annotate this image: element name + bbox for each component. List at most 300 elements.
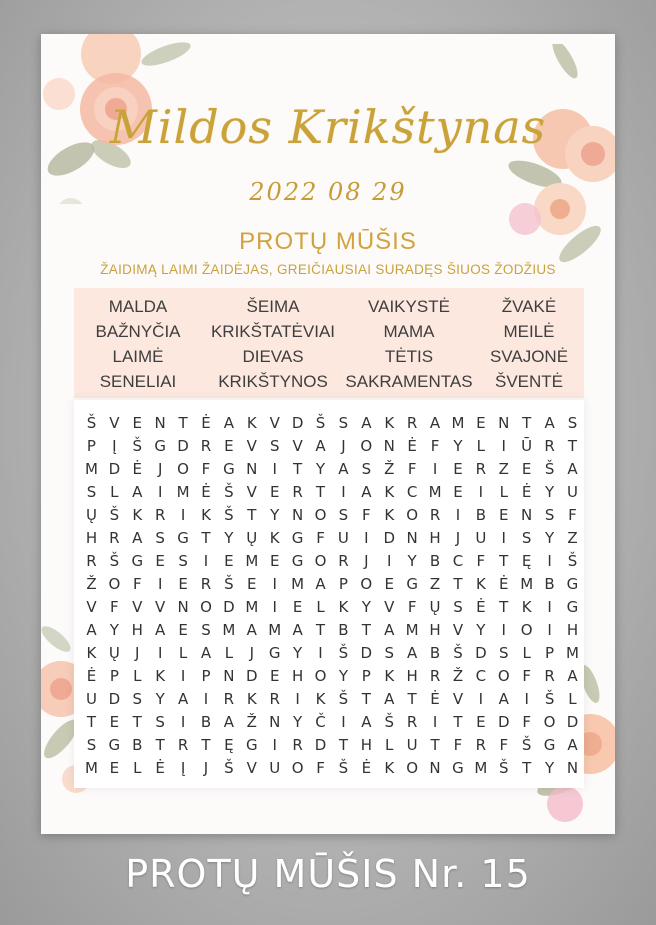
grid-letter: K	[384, 506, 395, 524]
grid-letter: U	[566, 483, 578, 501]
grid-letter: V	[452, 690, 464, 708]
grid-letter: N	[406, 529, 418, 547]
grid-letter: H	[406, 667, 418, 685]
grid-letter: T	[499, 598, 509, 616]
grid-letter: F	[407, 460, 417, 478]
grid-letter: Š	[315, 414, 326, 432]
grid-letter: J	[364, 552, 369, 570]
grid-letter: K	[246, 414, 257, 432]
grid-letter: F	[568, 506, 577, 524]
grid-letter: R	[269, 690, 280, 708]
grid-letter: M	[474, 759, 488, 777]
grid-letter: K	[269, 529, 280, 547]
grid-letter: R	[338, 552, 349, 570]
grid-letter: T	[201, 529, 211, 547]
grid-letter: E	[224, 437, 234, 455]
grid-letter: I	[295, 690, 300, 708]
grid-letter: B	[544, 575, 555, 593]
word-list-item: SENELIAI	[99, 372, 177, 391]
word-list-item: ŽVAKĖ	[501, 297, 557, 316]
grid-letter: S	[521, 529, 532, 547]
puzzle-instructions: ŽAIDIMĄ LAIMI ŽAIDĖJAS, GREIČIAUSIAI SURADĘS ŠIUOS ŽODŽIUS	[100, 262, 556, 277]
word-list-item: TĖTIS	[384, 347, 434, 366]
grid-letter: Ė	[201, 483, 211, 501]
grid-letter: S	[384, 644, 394, 662]
grid-letter: O	[406, 506, 419, 524]
grid-letter: K	[201, 506, 211, 524]
grid-letter: M	[520, 575, 534, 593]
grid-letter: M	[245, 552, 259, 570]
grid-letter: P	[338, 575, 348, 593]
grid-letter: L	[568, 690, 577, 708]
grid-letter: U	[269, 759, 281, 777]
grid-letter: E	[476, 414, 486, 432]
grid-letter: Ė	[201, 414, 211, 432]
grid-letter: Ė	[476, 598, 486, 616]
grid-letter: I	[318, 644, 323, 662]
grid-letter: L	[133, 667, 142, 685]
grid-row	[80, 458, 584, 481]
grid-letter: H	[131, 621, 143, 639]
grid-row	[80, 550, 584, 573]
grid-letter: G	[406, 575, 418, 593]
word-list-item: ŠVENTĖ	[494, 372, 564, 391]
grid-letter: C	[475, 667, 487, 685]
grid-letter: T	[453, 713, 463, 731]
grid-letter: I	[432, 460, 438, 478]
grid-letter: E	[269, 667, 280, 685]
grid-letter: V	[452, 621, 464, 639]
grid-letter: A	[155, 621, 166, 639]
grid-letter: Ž	[246, 713, 257, 731]
grid-letter: S	[86, 483, 97, 501]
grid-letter: O	[497, 667, 510, 685]
grid-letter: Ė	[430, 690, 440, 708]
grid-letter: A	[567, 736, 578, 754]
grid-letter: E	[476, 713, 486, 731]
grid-letter: S	[86, 736, 97, 754]
grid-letter: A	[429, 414, 441, 432]
grid-letter: O	[200, 598, 212, 616]
grid-letter: Y	[293, 713, 303, 731]
grid-letter: S	[567, 414, 578, 432]
grid-letter: P	[201, 667, 211, 685]
grid-letter: I	[547, 621, 552, 639]
grid-letter: J	[135, 644, 140, 662]
grid-letter: M	[84, 460, 98, 478]
grid-letter: U	[406, 736, 418, 754]
grid-letter: A	[361, 414, 372, 432]
grid-letter: T	[178, 414, 188, 432]
grid-letter: A	[407, 644, 418, 662]
grid-letter: E	[109, 759, 120, 777]
grid-letter: Y	[407, 552, 417, 570]
grid-letter: R	[109, 529, 120, 547]
grid-letter: Ė	[361, 759, 372, 777]
grid-letter: A	[315, 575, 326, 593]
grid-letter: B	[200, 713, 212, 731]
grid-letter: M	[405, 621, 419, 639]
grid-letter: F	[476, 552, 486, 570]
word-list	[74, 288, 584, 398]
grid-letter: A	[384, 690, 395, 708]
grid-letter: O	[406, 759, 419, 777]
grid-letter: R	[200, 437, 212, 455]
grid-letter: Y	[361, 598, 371, 616]
grid-letter: L	[133, 759, 142, 777]
grid-letter: N	[269, 713, 281, 731]
grid-letter: R	[177, 736, 189, 754]
grid-letter: P	[86, 437, 96, 455]
grid-letter: D	[108, 690, 121, 708]
grid-letter: R	[429, 667, 441, 685]
grid-letter: I	[547, 598, 552, 616]
grid-letter: N	[223, 667, 235, 685]
grid-letter: E	[155, 552, 165, 570]
grid-letter: T	[407, 690, 417, 708]
grid-letter: Y	[476, 621, 486, 639]
grid-letter: E	[132, 414, 142, 432]
grid-letter: O	[314, 506, 327, 524]
grid-letter: A	[338, 460, 349, 478]
grid-letter: J	[157, 460, 163, 478]
grid-letter: G	[291, 552, 304, 570]
grid-letter: R	[406, 414, 418, 432]
grid-letter: A	[223, 414, 235, 432]
grid-letter: Š	[109, 552, 120, 570]
grid-letter: G	[177, 529, 189, 547]
grid-letter: A	[567, 460, 578, 478]
grid-letter: F	[430, 437, 440, 455]
grid-letter: Š	[224, 506, 234, 524]
grid-letter: Ė	[521, 483, 532, 501]
grid-letter: E	[384, 575, 394, 593]
grid-row	[80, 734, 584, 757]
word-list-item: MAMA	[383, 322, 435, 341]
grid-letter: Š	[224, 575, 234, 593]
grid-letter: E	[224, 552, 234, 570]
grid-letter: Š	[132, 437, 143, 455]
grid-letter: R	[292, 736, 303, 754]
grid-letter: F	[407, 598, 417, 616]
grid-letter: I	[501, 529, 506, 547]
grid-letter: Y	[544, 759, 555, 777]
grid-letter: I	[272, 460, 277, 478]
grid-letter: G	[543, 736, 556, 754]
grid-letter: I	[501, 437, 506, 455]
grid-letter: E	[109, 713, 120, 731]
grid-row	[80, 435, 584, 458]
grid-letter: E	[499, 506, 509, 524]
grid-letter: S	[499, 644, 509, 662]
grid-letter: H	[429, 529, 441, 547]
grid-letter: Y	[315, 460, 326, 478]
grid-letter: R	[86, 552, 97, 570]
grid-letter: I	[432, 713, 438, 731]
grid-letter: Ž	[86, 575, 97, 593]
grid-letter: N	[566, 759, 579, 777]
grid-letter: K	[338, 598, 349, 616]
grid-letter: R	[200, 575, 212, 593]
grid-letter: D	[360, 644, 373, 662]
grid-letter: G	[566, 598, 579, 616]
grid-letter: O	[360, 575, 373, 593]
grid-letter: T	[522, 414, 532, 432]
word-list-item: VAIKYSTĖ	[368, 297, 450, 316]
grid-letter: A	[544, 414, 555, 432]
grid-letter: S	[544, 506, 555, 524]
grid-letter: H	[85, 529, 98, 547]
grid-letter: R	[544, 437, 555, 455]
grid-letter: L	[178, 644, 188, 662]
grid-letter: R	[475, 736, 487, 754]
grid-letter: F	[316, 529, 325, 547]
grid-letter: G	[268, 644, 281, 662]
footer-caption: PROTŲ MŪŠIS Nr. 15	[125, 852, 531, 896]
grid-letter: V	[86, 598, 97, 616]
grid-letter: M	[176, 483, 190, 501]
grid-letter: M	[566, 644, 579, 662]
grid-letter: Š	[338, 759, 349, 777]
grid-letter: Ė	[499, 575, 509, 593]
grid-letter: G	[566, 575, 579, 593]
grid-letter: L	[224, 644, 234, 662]
grid-letter: Š	[453, 644, 463, 662]
grid-letter: B	[429, 552, 441, 570]
grid-letter: D	[314, 736, 327, 754]
grid-letter: K	[315, 690, 326, 708]
grid-letter: R	[544, 667, 555, 685]
grid-letter: I	[455, 506, 461, 524]
word-list-item: SVAJONĖ	[489, 347, 569, 366]
word-list-item: MALDA	[108, 297, 168, 316]
grid-letter: Ė	[155, 759, 165, 777]
grid-row	[80, 757, 584, 780]
grid-letter: V	[384, 598, 395, 616]
grid-letter: A	[132, 529, 143, 547]
grid-letter: V	[132, 598, 143, 616]
grid-letter: Ė	[132, 460, 142, 478]
grid-letter: Y	[544, 529, 555, 547]
grid-letter: V	[155, 598, 166, 616]
grid-letter: H	[566, 621, 579, 639]
grid-letter: T	[293, 460, 303, 478]
grid-letter: Y	[293, 644, 303, 662]
grid-letter: Š	[499, 759, 509, 777]
grid-letter: Š	[338, 690, 349, 708]
grid-letter: P	[545, 644, 555, 662]
grid-letter: Z	[429, 575, 441, 593]
grid-letter: Š	[224, 483, 234, 501]
grid-letter: I	[272, 575, 277, 593]
grid-letter: R	[154, 506, 166, 524]
grid-letter: D	[383, 529, 396, 547]
grid-letter: G	[131, 552, 144, 570]
grid-letter: A	[86, 621, 97, 639]
grid-letter: E	[269, 483, 280, 501]
grid-letter: Š	[384, 713, 394, 731]
grid-letter: A	[315, 437, 326, 455]
grid-letter: V	[246, 483, 257, 501]
grid-letter: K	[246, 690, 257, 708]
grid-letter: N	[521, 506, 533, 524]
grid-letter: F	[522, 713, 531, 731]
grid-letter: K	[132, 506, 143, 524]
grid-letter: T	[155, 736, 165, 754]
grid-letter: Š	[338, 644, 349, 662]
grid-letter: S	[338, 414, 349, 432]
grid-letter: F	[132, 575, 142, 593]
grid-letter: T	[338, 736, 348, 754]
grid-letter: Y	[109, 621, 119, 639]
grid-letter: T	[132, 713, 142, 731]
grid-letter: K	[86, 644, 97, 662]
word-list-item: ŠEIMA	[246, 297, 300, 316]
grid-letter: S	[338, 506, 349, 524]
grid-letter: R	[429, 506, 441, 524]
grid-letter: S	[155, 529, 165, 547]
grid-letter: F	[110, 598, 119, 616]
grid-letter: I	[272, 598, 277, 616]
grid-letter: N	[177, 598, 189, 616]
grid-letter: A	[223, 713, 235, 731]
grid-row	[80, 711, 584, 734]
grid-letter: I	[180, 506, 186, 524]
grid-letter: I	[157, 644, 163, 662]
grid-letter: V	[246, 437, 257, 455]
grid-letter: D	[108, 460, 121, 478]
grid-letter: I	[203, 552, 209, 570]
grid-letter: G	[452, 759, 464, 777]
grid-letter: I	[524, 690, 529, 708]
grid-letter: E	[453, 483, 463, 501]
grid-letter: D	[246, 667, 258, 685]
grid-letter: B	[132, 736, 143, 754]
grid-letter: Y	[453, 437, 463, 455]
word-list-item: SAKRAMENTAS	[345, 372, 473, 391]
grid-letter: S	[453, 598, 463, 616]
grid-letter: H	[360, 736, 372, 754]
grid-letter: S	[361, 460, 372, 478]
grid-letter: M	[291, 575, 305, 593]
grid-letter: B	[338, 621, 349, 639]
grid-letter: I	[341, 713, 346, 731]
grid-letter: F	[499, 736, 509, 754]
grid-letter: I	[341, 483, 346, 501]
grid-letter: O	[177, 460, 189, 478]
grid-letter: J	[249, 644, 255, 662]
grid-row	[80, 619, 584, 642]
grid-letter: I	[547, 552, 552, 570]
grid-letter: V	[109, 414, 120, 432]
grid-letter: Š	[109, 506, 120, 524]
grid-letter: V	[269, 414, 280, 432]
grid-letter: L	[522, 644, 531, 662]
letter-grid	[74, 400, 584, 788]
grid-letter: K	[384, 414, 395, 432]
word-list-item: DIEVAS	[242, 347, 304, 366]
grid-row	[80, 688, 584, 711]
grid-letter: Š	[544, 690, 555, 708]
grid-letter: U	[337, 529, 349, 547]
grid-row	[80, 412, 584, 435]
grid-letter: Z	[567, 529, 578, 547]
grid-letter: D	[497, 713, 510, 731]
grid-letter: D	[291, 414, 304, 432]
grid-letter: S	[132, 690, 143, 708]
grid-letter: E	[178, 621, 188, 639]
grid-letter: V	[246, 759, 257, 777]
grid-letter: E	[521, 460, 532, 478]
puzzle-heading: PROTŲ MŪŠIS	[239, 228, 417, 255]
grid-letter: T	[453, 575, 463, 593]
grid-letter: M	[451, 414, 465, 432]
grid-letter: U	[475, 529, 487, 547]
grid-letter: T	[247, 506, 257, 524]
grid-letter: O	[314, 552, 327, 570]
grid-letter: R	[475, 460, 487, 478]
grid-letter: J	[341, 437, 346, 455]
puzzle-card	[41, 34, 615, 834]
grid-letter: Č	[315, 713, 326, 731]
grid-letter: D	[177, 437, 189, 455]
grid-letter: D	[566, 713, 579, 731]
grid-letter: S	[269, 437, 280, 455]
grid-letter: K	[384, 667, 395, 685]
grid-letter: Y	[155, 690, 165, 708]
grid-letter: O	[360, 437, 373, 455]
grid-letter: Į	[180, 759, 186, 777]
grid-letter: T	[86, 713, 97, 731]
grid-letter: E	[292, 598, 303, 616]
grid-letter: A	[246, 621, 257, 639]
grid-letter: Ų	[246, 529, 258, 547]
grid-letter: Y	[270, 506, 280, 524]
grid-row	[80, 504, 584, 527]
grid-letter: A	[292, 621, 303, 639]
grid-letter: A	[132, 483, 143, 501]
grid-letter: A	[177, 690, 189, 708]
grid-row	[80, 573, 584, 596]
grid-letter: T	[499, 552, 509, 570]
grid-letter: I	[157, 483, 163, 501]
grid-letter: G	[108, 736, 121, 754]
grid-letter: T	[430, 736, 440, 754]
grid-letter: I	[478, 690, 484, 708]
grid-letter: T	[361, 690, 371, 708]
grid-letter: J	[203, 759, 209, 777]
grid-letter: N	[498, 414, 510, 432]
grid-letter: U	[85, 690, 97, 708]
grid-letter: L	[316, 598, 325, 616]
grid-letter: O	[314, 667, 327, 685]
grid-letter: R	[292, 483, 303, 501]
grid-letter: S	[155, 713, 165, 731]
grid-letter: K	[384, 759, 395, 777]
grid-letter: I	[180, 713, 186, 731]
grid-letter: L	[499, 483, 508, 501]
grid-row	[80, 481, 584, 504]
grid-letter: Š	[544, 460, 555, 478]
grid-letter: Ų	[429, 598, 441, 616]
grid-letter: F	[316, 759, 325, 777]
grid-letter: Y	[224, 529, 234, 547]
grid-letter: Ę	[521, 552, 532, 570]
grid-letter: K	[155, 667, 166, 685]
grid-letter: Ė	[86, 667, 97, 685]
grid-letter: N	[154, 414, 166, 432]
grid-letter: Ė	[407, 437, 417, 455]
